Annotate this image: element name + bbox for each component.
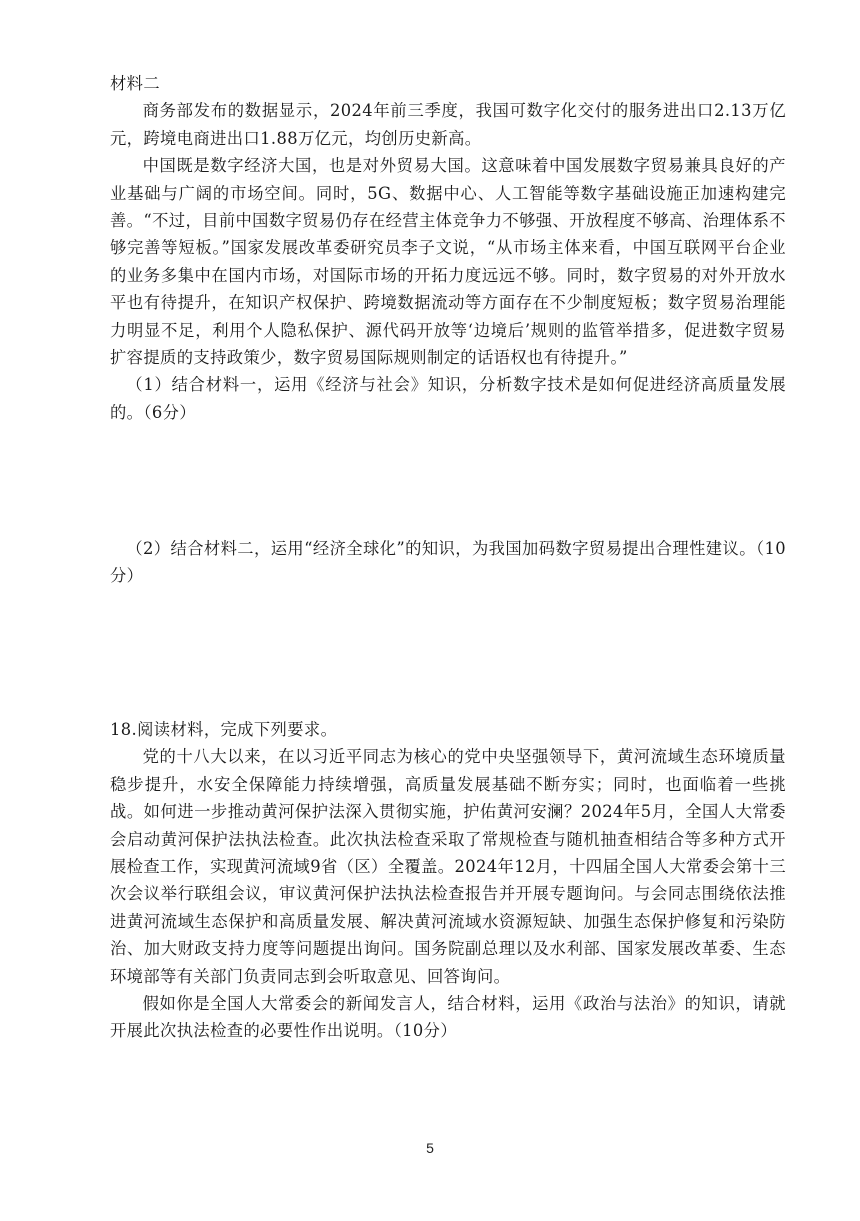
question-18-prompt: 假如你是全国人大常委会的新闻发言人，结合材料，运用《政治与法治》的知识，请就开展此次执法检查的必要性作出说明。（10分） [110, 994, 786, 1041]
material-two-paragraph-2: 中国既是数字经济大国，也是对外贸易大国。这意味着中国发展数字贸易兼具良好的产业基础与广阔的市场空间。同时，5G、数据中心、人工智能等数字基础设施正加速构建完善。“不过，目前中国数字贸易仍存在经营主体竞争力不够强、开放程度不够高、治理体系不够完善等短板。”国家发展改革委研究员李子文说，“从市场主体来看，中国互联网平台企业的业务多集中在国内市场，对国际市场的开拓力度远远不够。同时，数字贸易的对外开放水平也有待提升，在知识产权保护、跨境数据流动等方面存在不少制度短板；数字贸易治理能力明显不足，利用个人隐私保护、源代码开放等‘边境后’规则的监管举措多，促进数字贸易扩容提质的支持政策少，数字贸易国际规则制定的话语权也有待提升。” [110, 156, 786, 368]
question-18-section [110, 716, 786, 1045]
question-18-heading: 18.阅读材料，完成下列要求。 [110, 720, 338, 739]
page-number: 5 [426, 1140, 434, 1156]
material-two-section [110, 70, 786, 426]
question-18-material: 党的十八大以来，在以习近平同志为核心的党中央坚强领导下，黄河流域生态环境质量稳步提升，水安全保障能力持续增强，高质量发展基础不断夯实；同时，也面临着一些挑战。如何进一步推动黄河保护法深入贯彻实施，护佑黄河安澜？2024年5月，全国人大常委会启动黄河保护法执法检查。此次执法检查采取了常规检查与随机抽查相结合等多种方式开展检查工作，实现黄河流域9省（区）全覆盖。2024年12月，十四届全国人大常委会第十三次会议举行联组会议，审议黄河保护法执法检查报告并开展专题询问。与会同志围绕依法推进黄河流域生态保护和高质量发展、解决黄河流域水资源短缺、加强生态保护修复和污染防治、加大财政支持力度等问题提出询问。国务院副总理以及水利部、国家发展改革委、生态环境部等有关部门负责同志到会听取意见、回答询问。 [110, 747, 786, 986]
question-2-section [110, 535, 786, 590]
material-two-paragraph-1: 商务部发布的数据显示，2024年前三季度，我国可数字化交付的服务进出口2.13万亿元，跨境电商进出口1.88万亿元，均创历史新高。 [110, 101, 786, 148]
question-1: （1）结合材料一，运用《经济与社会》知识，分析数字技术是如何促进经济高质量发展的。（6分） [110, 375, 786, 422]
material-two-heading: 材料二 [110, 74, 161, 93]
question-2: （2）结合材料二，运用“经济全球化”的知识，为我国加码数字贸易提出合理性建议。（10分） [110, 539, 786, 586]
